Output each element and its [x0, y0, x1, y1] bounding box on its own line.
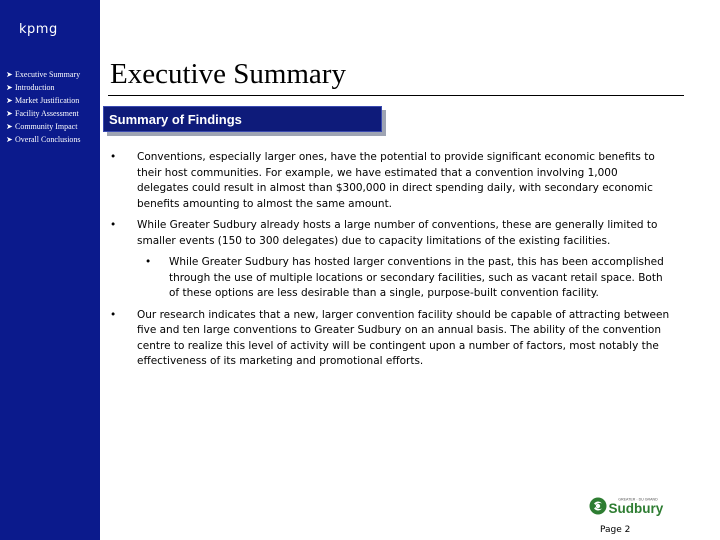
finding-subitem	[110, 255, 672, 302]
brand-logo: kpmg	[19, 22, 58, 37]
nav-item-overall-conclusions[interactable]	[6, 133, 81, 146]
nav-item-label: Community Impact	[15, 122, 78, 131]
sidebar	[0, 0, 100, 540]
nav-item-label: Overall Conclusions	[15, 135, 81, 144]
logo-tagline: GREATER · DU GRAND	[618, 497, 658, 502]
section-banner-label: Summary of Findings	[109, 111, 242, 127]
finding-subtext: While Greater Sudbury has hosted larger conventions in the past, this has been accomplished through the use of multiple locations or secondary facilities, such as vacant retail space. Both of these options are less desirable than a single, purpose-built convention facility.	[169, 256, 664, 299]
nav-item-label: Executive Summary	[15, 70, 81, 79]
arrow-right-icon: ➤	[6, 109, 13, 118]
bullet-icon: •	[110, 151, 117, 163]
page-number: Page 2	[600, 525, 631, 535]
bullet-icon: •	[145, 256, 152, 268]
sidebar-nav	[6, 68, 81, 146]
nav-item-community-impact[interactable]	[6, 120, 81, 133]
nav-item-facility-assessment[interactable]	[6, 107, 81, 120]
nav-item-label: Market Justification	[15, 96, 80, 105]
bullet-icon: •	[110, 308, 117, 321]
finding-text: Conventions, especially larger ones, have the potential to provide significant economic benefits to their host communities. For example, we have estimated that a convention involving 1,000 delegates could result in almost than $300,000 in direct spending daily, with secondary economic benefits amounting to almost the same amount.	[137, 151, 655, 210]
nav-item-label: Introduction	[15, 83, 55, 92]
findings-list	[110, 150, 672, 376]
finding-item	[110, 218, 672, 249]
finding-text: While Greater Sudbury already hosts a large number of conventions, these are generally limited to smaller events (150 to 300 delegates) due to capacity limitations of the existing facilities.	[137, 219, 658, 247]
section-banner	[103, 106, 382, 132]
nav-item-label: Facility Assessment	[15, 109, 79, 118]
sudbury-logo	[588, 495, 672, 517]
bullet-icon: •	[110, 219, 117, 231]
nav-item-introduction[interactable]	[6, 81, 81, 94]
finding-item	[110, 150, 672, 212]
logo-wordmark: Sudbury	[608, 501, 664, 516]
arrow-right-icon: ➤	[6, 83, 13, 92]
arrow-right-icon: ➤	[6, 70, 13, 79]
finding-item	[110, 308, 672, 370]
page-title: Executive Summary	[110, 58, 346, 90]
arrow-right-icon: ➤	[6, 135, 13, 144]
arrow-right-icon: ➤	[6, 122, 13, 131]
finding-text: Our research indicates that a new, larger convention facility should be capable of attracting between five and ten large conventions to Greater Sudbury on an annual basis. The ability of the convention centre to realize this level of activity will be contingent upon a number of factors, most notably the effectiveness of its marketing and promotional efforts.	[137, 308, 670, 367]
nav-item-market-justification[interactable]	[6, 94, 81, 107]
nav-item-executive-summary[interactable]	[6, 68, 81, 81]
arrow-right-icon: ➤	[6, 96, 13, 105]
title-divider	[108, 95, 684, 96]
